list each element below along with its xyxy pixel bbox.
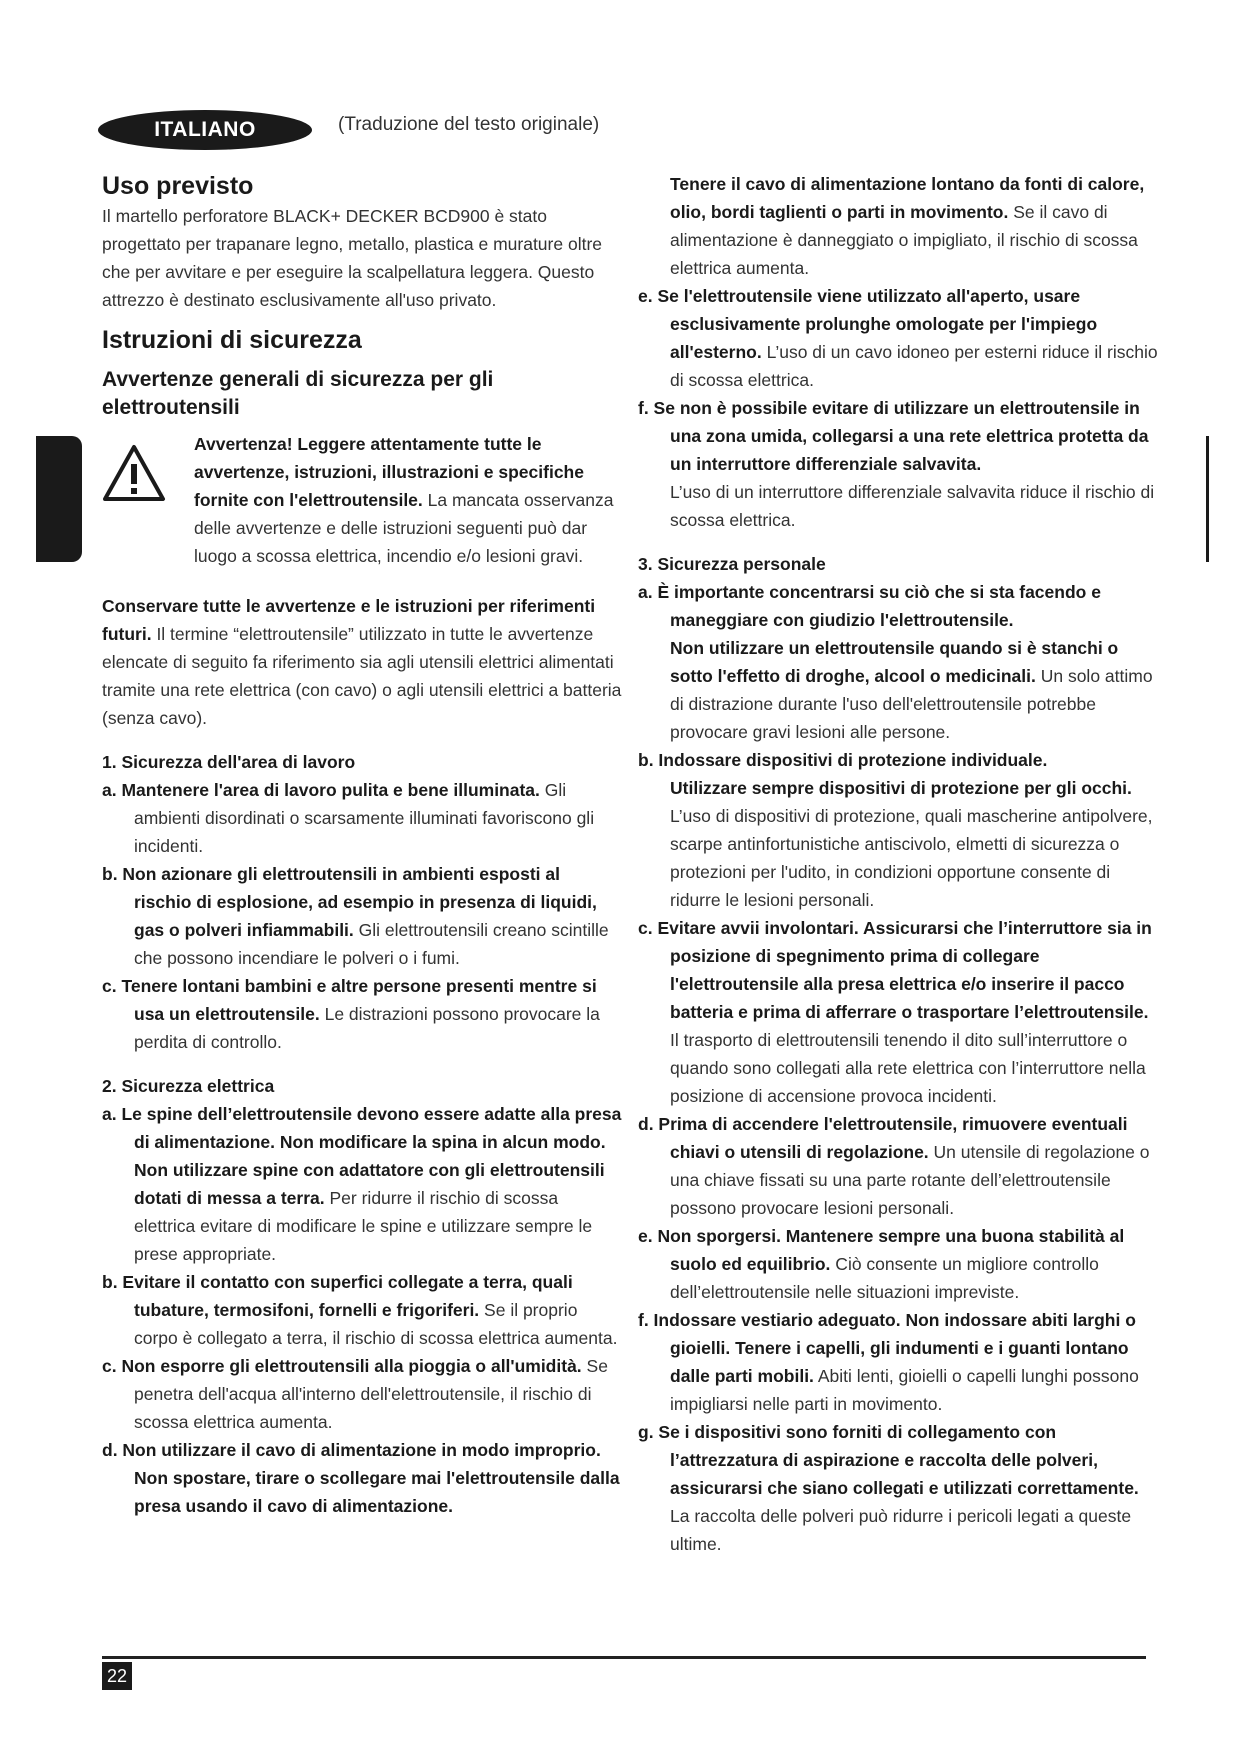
warning-text: Avvertenza! Leggere attentamente tutte le avvertenze, istruzioni, illustrazioni e specifiche fornite con l'elettroutensile. La mancata osservanza delle avvertenze e delle istruzioni seguenti può dar luogo a scossa elettrica, incendio e/o lesioni gravi. xyxy=(194,434,614,566)
section3-item-b: b. Indossare dispositivi di protezione individuale. xyxy=(638,750,1048,770)
section2-item-c: c. Non esporre gli elettroutensili alla pioggia o all'umidità. Se penetra dell'acqua all'interno dell'elettroutensile, il rischio di scossa elettrica aumenta. xyxy=(102,1356,608,1432)
intended-use-title: Uso previsto xyxy=(102,172,254,200)
section2-item-a-cont: Non utilizzare spine con adattatore con gli elettroutensili dotati di messa a terra. Per ridurre il rischio di scossa elettrica evitare di modificare le spine e utilizzare sempre le prese appropriate. xyxy=(134,1160,605,1264)
section2-item-d: d. Non utilizzare il cavo di alimentazione in modo improprio. Non spostare, tirare o scollegare mai l'elettroutensile dalla presa usando il cavo di alimentazione. xyxy=(102,1440,620,1516)
section2-item-b: b. Evitare il contatto con superfici collegate a terra, quali tubature, termosifoni, fornelli e frigoriferi. Se il proprio corpo è collegato a terra, il rischio di scossa elettrica aumenta. xyxy=(102,1272,618,1348)
intended-use-text: Il martello perforatore BLACK+ DECKER BCD900 è stato progettato per trapanare legno, metallo, plastica e murature oltre che per avvitare e per eseguire la scalpellatura leggera. Questo attrezzo è destinato esclusivamente all'uso privato. xyxy=(102,206,603,310)
language-badge: ITALIANO xyxy=(98,110,312,150)
section2-item-e: e. Se l'elettroutensile viene utilizzato all'aperto, usare esclusivamente prolunghe omologate per l'impiego all'esterno. L’uso di un cavo idoneo per esterni riduce il rischio di scossa elettrica. xyxy=(638,286,1158,390)
left-column xyxy=(102,170,622,1520)
section3-title: 3. Sicurezza personale xyxy=(638,554,826,574)
section1-item-c: c. Tenere lontani bambini e altre persone presenti mentre si usa un elettroutensile. Le distrazioni possono provocare la perdita di controllo. xyxy=(102,976,600,1052)
section2-item-f: f. Se non è possibile evitare di utilizzare un elettroutensile in una zona umida, collegarsi a una rete elettrica protetta da un interruttore differenziale salvavita. xyxy=(638,398,1149,474)
section1-item-b: b. Non azionare gli elettroutensili in ambienti esposti al rischio di esplosione, ad esempio in presenza di liquidi, gas o polveri infiammabili. Gli elettroutensili creano scintille che possono incendiare le polveri o i fumi. xyxy=(102,864,609,968)
section3-item-f: f. Indossare vestiario adeguato. Non indossare abiti larghi o gioielli. Tenere i capelli, gli indumenti e i guanti lontano dalle parti mobili. Abiti lenti, gioielli o capelli lunghi possono impigliarsi nelle parti in movimento. xyxy=(638,1310,1139,1414)
section1-title: 1. Sicurezza dell'area di lavoro xyxy=(102,752,356,772)
page-number: 22 xyxy=(102,1662,132,1690)
side-tab-marker xyxy=(36,436,82,562)
section3-item-b-cont: Utilizzare sempre dispositivi di protezione per gli occhi. L’uso di dispositivi di protezione, quali mascherine antipolvere, scarpe antinfortunistiche antiscivolo, elmetti di sicurezza o protezioni per l'udito, in condizioni opportune consente di ridurre le lesioni personali. xyxy=(670,778,1153,910)
safety-instructions-title: Istruzioni di sicurezza xyxy=(102,326,362,354)
general-warnings-title: Avvertenze generali di sicurezza per gli elettroutensili xyxy=(102,368,494,419)
right-edge-marker xyxy=(1206,436,1209,562)
section1-item-a: a. Mantenere l'area di lavoro pulita e bene illuminata. Gli ambienti disordinati o scarsamente illuminati favoriscono gli incidenti. xyxy=(102,780,595,856)
section3-item-a-cont: Non utilizzare un elettroutensile quando si è stanchi o sotto l'effetto di droghe, alcool o medicinali. Un solo attimo di distrazione durante l'uso dell'elettroutensile potrebbe provocare gravi lesioni alle persone. xyxy=(670,638,1153,742)
right-column xyxy=(638,170,1158,1558)
warning-block xyxy=(102,430,622,570)
section3-item-g: g. Se i dispositivi sono forniti di collegamento con l’attrezzatura di aspirazione e raccolta delle polveri, assicurarsi che siano collegati e utilizzati correttamente. xyxy=(638,1422,1139,1498)
keep-instructions-paragraph: Conservare tutte le avvertenze e le istruzioni per riferimenti futuri. Il termine “elettroutensile” utilizzato in tutte le avvertenze elencate di seguito fa riferimento sia agli utensili elettrici alimentati tramite una rete elettrica (con cavo) o agli utensili elettrici a batteria (senza cavo). xyxy=(102,596,622,728)
section2-item-d-cont: Tenere il cavo di alimentazione lontano da fonti di calore, olio, bordi taglienti o parti in movimento. Se il cavo di alimentazione è danneggiato o impigliato, il rischio di scossa elettrica aumenta. xyxy=(670,174,1145,278)
footer-rule xyxy=(102,1656,1146,1659)
section3-item-d: d. Prima di accendere l'elettroutensile, rimuovere eventuali chiavi o utensili di regolazione. Un utensile di regolazione o una chiave fissati su una parte rotante dell’elettroutensile possono provocare lesioni personali. xyxy=(638,1114,1150,1218)
section2-item-a: a. Le spine dell’elettroutensile devono essere adatte alla presa di alimentazione. Non modificare la spina in alcun modo. xyxy=(102,1104,622,1152)
warning-triangle-icon xyxy=(102,430,194,570)
section3-item-g-cont: La raccolta delle polveri può ridurre i pericoli legati a queste ultime. xyxy=(670,1506,1132,1554)
translation-note: (Traduzione del testo originale) xyxy=(338,114,600,135)
section3-item-a: a. È importante concentrarsi su ciò che si sta facendo e maneggiare con giudizio l'elettroutensile. xyxy=(638,582,1101,630)
section3-item-e: e. Non sporgersi. Mantenere sempre una buona stabilità al suolo ed equilibrio. Ciò consente un migliore controllo dell’elettroutensile nelle situazioni impreviste. xyxy=(638,1226,1125,1302)
section3-item-c: c. Evitare avvii involontari. Assicurarsi che l’interruttore sia in posizione di spegnimento prima di collegare l'elettroutensile alla presa elettrica e/o inserire il pacco batteria e prima di afferrare o trasportare l’elettroutensile. Il trasporto di elettroutensili tenendo il dito sull’interruttore o quando sono collegati alla rete elettrica con l’interruttore nella posizione di accensione provoca incidenti. xyxy=(638,918,1152,1106)
section2-title: 2. Sicurezza elettrica xyxy=(102,1076,275,1096)
section2-item-f-cont: L’uso di un interruttore differenziale salvavita riduce il rischio di scossa elettrica. xyxy=(670,482,1155,530)
